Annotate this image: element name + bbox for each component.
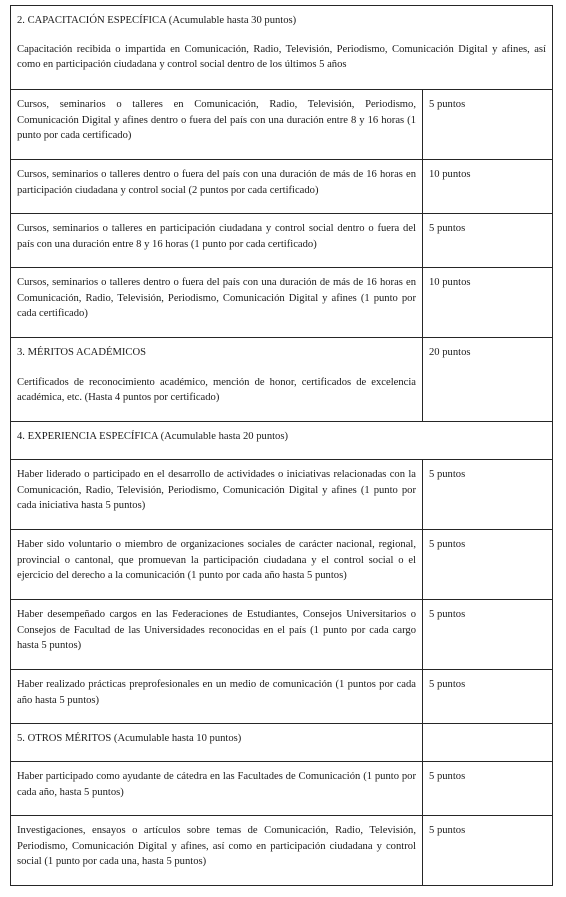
section-header-row [11, 422, 553, 460]
criterion-text: Haber desempeñado cargos en las Federaciones de Estudiantes, Consejos Universitarios o Consejos de Facultad de las Universidades reconocidas en el país (1 punto por cada cargo hasta 5 puntos) [11, 600, 423, 670]
section-3-heading: 3. MÉRITOS ACADÉMICOS [17, 347, 147, 358]
table-row [11, 160, 553, 214]
table-row [11, 90, 553, 160]
criterion-points: 5 puntos [423, 670, 553, 724]
criterion-points: 10 puntos [423, 160, 553, 214]
criterion-points: 5 puntos [423, 762, 553, 816]
table-row [11, 268, 553, 338]
criterion-points: 10 puntos [423, 268, 553, 338]
section-4-heading: 4. EXPERIENCIA ESPECÍFICA (Acumulable hasta 20 puntos) [11, 422, 553, 460]
table-row [11, 460, 553, 530]
section-header-row [11, 6, 553, 90]
criterion-text: Cursos, seminarios o talleres dentro o fuera del país con una duración de más de 16 horas en Comunicación, Radio, Televisión, Periodismo, Comunicación Digital y afines (1 punto por cada certificado) [11, 268, 423, 338]
criteria-table [10, 5, 553, 886]
section-2-cell [11, 6, 553, 90]
criterion-points: 5 puntos [423, 530, 553, 600]
section-3-points: 20 puntos [423, 338, 553, 422]
criterion-points: 5 puntos [423, 600, 553, 670]
criterion-text: Cursos, seminarios o talleres dentro o fuera del país con una duración de más de 16 horas en participación ciudadana y control social (2 puntos por cada certificado) [11, 160, 423, 214]
section-3-description: Certificados de reconocimiento académico, mención de honor, certificados de excelencia académica, etc. (Hasta 4 puntos por certificado) [17, 376, 416, 404]
criterion-text: Investigaciones, ensayos o artículos sobre temas de Comunicación, Radio, Televisión, Periodismo, Comunicación Digital y afines, así como en participación ciudadana y control social (1 punto por cada una, hasta 5 puntos) [11, 816, 423, 886]
criterion-points: 5 puntos [423, 460, 553, 530]
criterion-text: Cursos, seminarios o talleres en participación ciudadana y control social dentro o fuera del país con una duración entre 8 y 16 horas (1 punto por cada certificado) [11, 214, 423, 268]
table-row [11, 338, 553, 422]
table-row [11, 816, 553, 886]
table-row [11, 600, 553, 670]
section-2-description: Capacitación recibida o impartida en Comunicación, Radio, Televisión, Periodismo, Comunicación Digital y afines, así como en participación ciudadana y control social dentro de los últimos 5 años [17, 43, 547, 71]
criterion-text: Cursos, seminarios o talleres en Comunicación, Radio, Televisión, Periodismo, Comunicación Digital y afines dentro o fuera del país con una duración entre 8 y 16 horas (1 punto por cada certificado) [11, 90, 423, 160]
table-row [11, 214, 553, 268]
criterion-text: Haber liderado o participado en el desarrollo de actividades o iniciativas relacionadas con la Comunicación, Radio, Televisión, Periodismo, Comunicación Digital y afines (1 punto por cada iniciativa hasta 5 puntos) [11, 460, 423, 530]
table-row [11, 762, 553, 816]
criterion-text: Haber participado como ayudante de cátedra en las Facultades de Comunicación (1 punto por cada año, hasta 5 puntos) [11, 762, 423, 816]
criterion-text: Haber sido voluntario o miembro de organizaciones sociales de carácter nacional, regional, provincial o cantonal, que promuevan la participación ciudadana y el control social o el ejercicio del derecho a la comunicación (1 punto por cada año hasta 5 puntos) [11, 530, 423, 600]
section-5-heading: 5. OTROS MÉRITOS (Acumulable hasta 10 puntos) [11, 724, 423, 762]
criterion-text: Haber realizado prácticas preprofesionales en un medio de comunicación (1 puntos por cada año hasta 5 puntos) [11, 670, 423, 724]
table-row [11, 670, 553, 724]
section-5-points-empty [423, 724, 553, 762]
section-2-heading: 2. CAPACITACIÓN ESPECÍFICA (Acumulable hasta 30 puntos) [17, 15, 297, 26]
section-header-row [11, 724, 553, 762]
criteria-document [10, 5, 552, 886]
criterion-points: 5 puntos [423, 90, 553, 160]
table-row [11, 530, 553, 600]
criterion-points: 5 puntos [423, 816, 553, 886]
criterion-points: 5 puntos [423, 214, 553, 268]
section-3-cell [11, 338, 423, 422]
